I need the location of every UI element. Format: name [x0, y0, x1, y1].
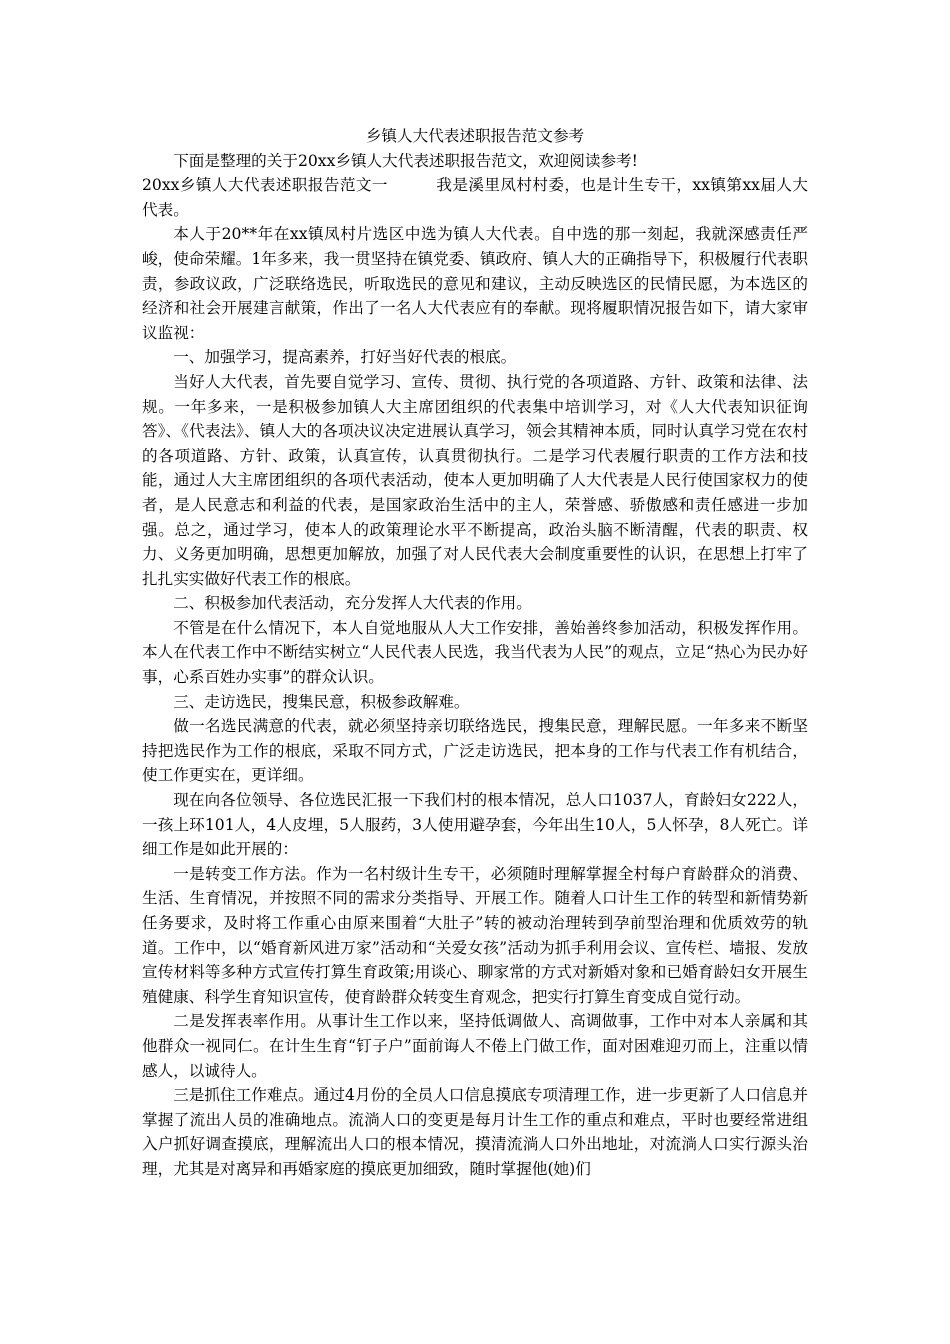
body-paragraph: 二是发挥表率作用。从事计生工作以来，坚持低调做人、高调做事，工作中对本人亲属和其他群众一视同仁。在计生生育“钉子户”面前诲人不倦上门做工作，面对困难迎刃而上，注重以情感人，以诚待人。: [142, 1012, 808, 1080]
body-paragraph: 三是抓住工作难点。通过4月份的全员人口信息摸底专项清理工作，进一步更新了人口信息并掌握了流出人员的准确地点。流淌人口的变更是每月计生工作的重点和难点，平时也要经常进组入户抓好调查摸底，理解流出人口的根本情况，摸清流淌人口外出地址，对流淌人口实行源头治理，尤其是对离异和再婚家庭的摸底更加细致，随时掌握他(她)们: [142, 1086, 808, 1178]
body-paragraph: 现在向各位领导、各位选民汇报一下我们村的根本情况，总人口1037人，育龄妇女222人，一孩上环101人，4人皮埋，5人服药，3人使用避孕套，今年出生10人，5人怀孕，8人死亡。详细工作是如此开展的：: [142, 791, 808, 859]
section-heading-paragraph: [142, 173, 808, 222]
body-paragraph: 做一名选民满意的代表，就必须坚持亲切联络选民，搜集民意，理解民愿。一年多来不断坚持把选民作为工作的根底，采取不同方式，广泛走访选民，把本身的工作与代表工作有机结合，使工作更实在，更详细。: [142, 717, 808, 785]
body-paragraph: 一是转变工作方法。作为一名村级计生专干，必须随时理解掌握全村每户育龄群众的消费、生活、生育情况，并按照不同的需求分类指导、开展工作。随着人口计生工作的转型和新情势新任务要求，及时将工作重心由原来围着“大肚子”转的被动治理转到孕前型治理和优质效劳的轨道。工作中，以“婚育新风进万家”活动和“关爱女孩”活动为抓手利用会议、宣传栏、墙报、发放宣传材料等多种方式宣传打算生育政策;用谈心、聊家常的方式对新婚对象和已婚育龄妇女开展生殖健康、科学生育知识宣传，使育龄群众转变生育观念，把实行打算生育变成自觉行动。: [142, 864, 808, 1006]
section-heading-label: 20xx乡镇人大代表述职报告范文一: [142, 176, 388, 195]
body-paragraph: 当好人大代表，首先要自觉学习、宣传、贯彻、执行党的各项道路、方针、政策和法律、法规。一年多来，一是积极参加镇人大主席团组织的代表集中培训学习，对《人大代表知识征询答》、《代表法》、镇人大的各项决议决定进展认真学习，领会其精神本质，同时认真学习党在农村的各项道路、方针、政策，认真宣传，认真贯彻执行。二是学习代表履行职责的工作方法和技能，通过人大主席团组织的各项代表活动，使本人更加明确了人大代表是人民行使国家权力的使者，是人民意志和利益的代表，是国家政治生活中的主人，荣誉感、骄傲感和责任感进一步加强。总之，通过学习，使本人的政策理论水平不断提高，政治头脑不断清醒，代表的职责、权力、义务更加明确，思想更加解放，加强了对人民代表大会制度重要性的认识，在思想上打牢了扎扎实实做好代表工作的根底。: [142, 372, 808, 588]
section-heading-2: 二、积极参加代表活动，充分发挥人大代表的作用。: [173, 594, 532, 613]
intro-paragraph: 下面是整理的关于20xx乡镇人大代表述职报告范文，欢迎阅读参考!: [173, 151, 638, 170]
document-page: [142, 124, 808, 1182]
body-paragraph: 不管是在什么情况下，本人自觉地服从人大工作安排，善始善终参加活动，积极发挥作用。本人在代表工作中不断结实树立“人民代表人民选，我当代表为人民”的观点，立足“热心为民办好事，心系百姓办实事”的群众认识。: [142, 618, 808, 687]
section-heading-text: 我是溪里凤村村委，也是计生专干，xx镇第xx届人大代表。: [142, 176, 808, 219]
section-heading-1: 一、加强学习，提高素养，打好当好代表的根底。: [173, 348, 517, 367]
section-heading-3: 三、走访选民，搜集民意，积极参政解难。: [173, 692, 470, 711]
body-paragraph: 本人于20**年在xx镇凤村片选区中选为镇人大代表。自中选的那一刻起，我就深感责任严峻，使命荣耀。1年多来，我一贯坚持在镇党委、镇政府、镇人大的正确指导下，积极履行代表职责，参政议政，广泛联络选民，听取选民的意见和建议，主动反映选区的民情民愿，为本选区的经济和社会开展建言献策，作出了一名人大代表应有的奉献。现将履职情况报告如下，请大家审议监视：: [142, 225, 808, 342]
document-title: 乡镇人大代表述职报告范文参考: [365, 127, 585, 145]
